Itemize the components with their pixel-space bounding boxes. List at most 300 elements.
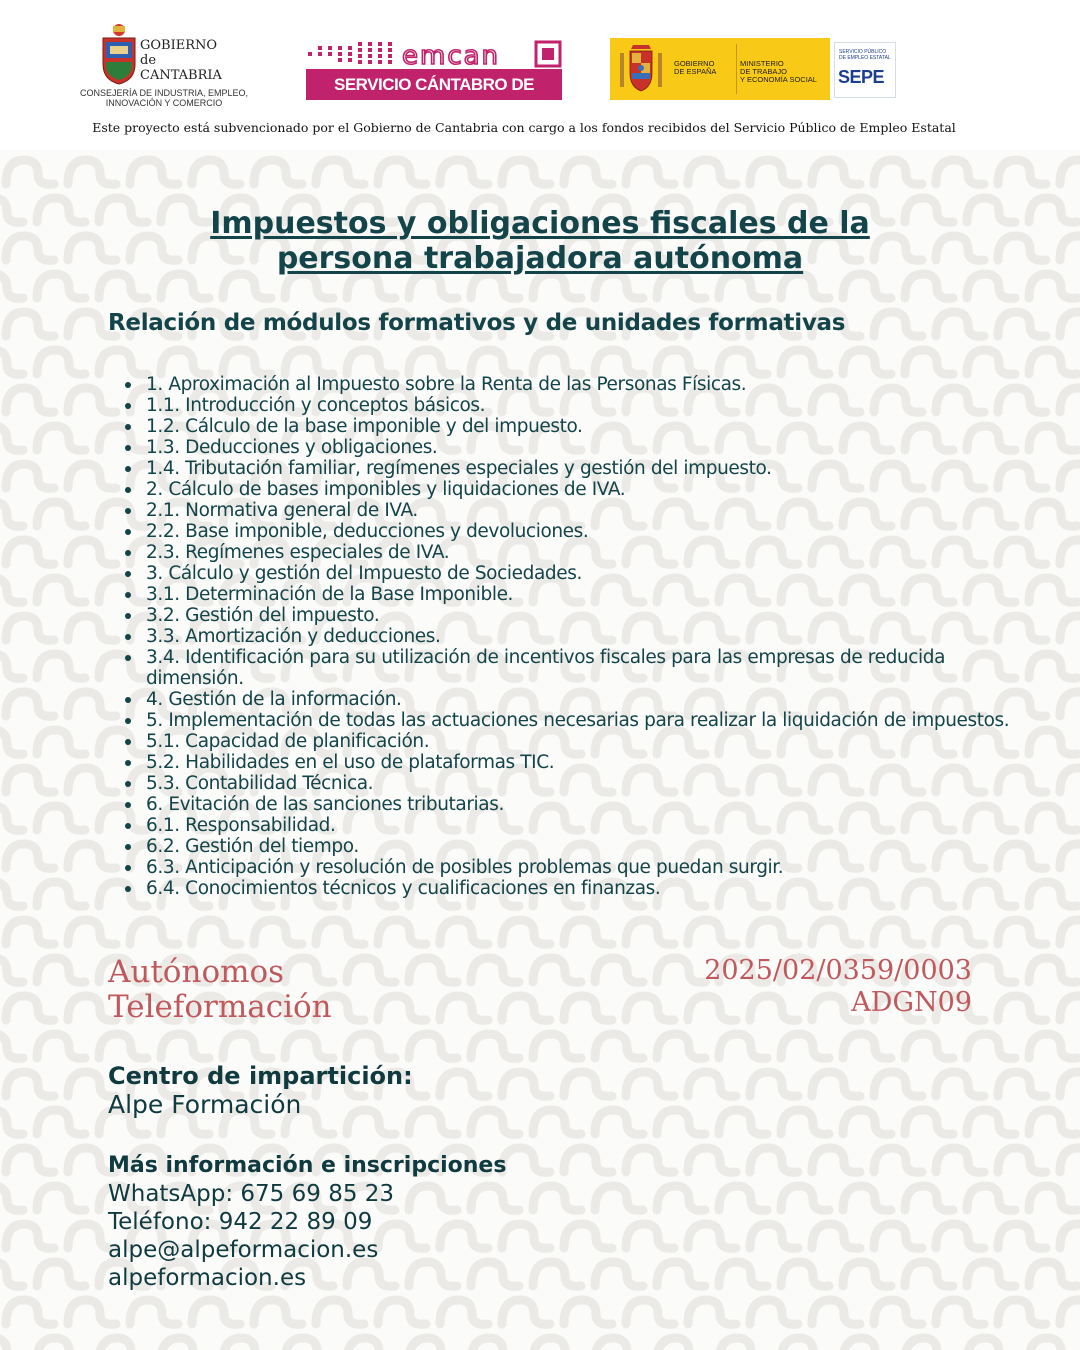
pattern-wave	[533, 1338, 581, 1350]
pattern-wave	[1060, 996, 1080, 1020]
pattern-wave	[502, 160, 550, 184]
pattern-wave	[6, 464, 54, 488]
pattern-wave	[1029, 1262, 1077, 1286]
module-item: 1.4. Tributación familiar, regímenes especiales y gestión del impuesto.	[146, 458, 1026, 479]
pattern-wave	[37, 958, 85, 982]
pattern-wave	[6, 1224, 54, 1248]
pattern-wave	[37, 1338, 85, 1350]
pattern-wave	[6, 312, 54, 336]
pattern-wave	[130, 1300, 178, 1324]
pattern-wave	[347, 350, 395, 374]
pattern-wave	[1060, 1072, 1080, 1096]
pattern-wave	[99, 1338, 147, 1350]
pattern-wave	[719, 1262, 767, 1286]
ministerio-text	[740, 60, 828, 84]
pattern-wave	[967, 1034, 1015, 1058]
cantabria-name-line: de	[140, 53, 157, 68]
pattern-wave	[68, 920, 116, 944]
pattern-wave	[223, 1338, 271, 1350]
module-item: 5.3. Contabilidad Técnica.	[146, 773, 1026, 794]
pattern-wave	[1029, 654, 1077, 678]
pattern-wave	[595, 1034, 643, 1058]
pattern-wave	[812, 160, 860, 184]
module-item: 2. Cálculo de bases imponibles y liquidaciones de IVA.	[146, 479, 1026, 500]
pattern-wave	[68, 236, 116, 260]
module-item: 1.2. Cálculo de la base imponible y del impuesto.	[146, 416, 1026, 437]
pattern-wave	[6, 768, 54, 792]
pattern-wave	[440, 920, 488, 944]
pattern-wave	[626, 1300, 674, 1324]
cantabria-department	[68, 88, 260, 108]
pattern-wave	[6, 844, 54, 868]
pattern-wave	[843, 1186, 891, 1210]
pattern-wave	[781, 1034, 829, 1058]
pattern-wave	[1060, 616, 1080, 640]
pattern-wave	[657, 1034, 705, 1058]
course-code-block	[600, 955, 972, 1019]
pattern-wave	[378, 1300, 426, 1324]
pattern-wave	[998, 1148, 1046, 1172]
cantabria-name-line: GOBIERNO	[140, 38, 218, 53]
pattern-wave	[750, 1224, 798, 1248]
cantabria-name-line: CANTABRIA	[140, 68, 222, 83]
cantabria-logo	[68, 20, 260, 112]
module-item: 1.1. Introducción y conceptos básicos.	[146, 395, 1026, 416]
gobierno-line: DE ESPAÑA	[674, 67, 717, 76]
sepe-logo	[834, 42, 896, 98]
pattern-wave	[595, 1338, 643, 1350]
pattern-wave	[564, 1072, 612, 1096]
pattern-wave	[0, 1186, 23, 1210]
pattern-wave	[533, 958, 581, 982]
pattern-wave	[0, 806, 23, 830]
pattern-wave	[316, 1300, 364, 1324]
gobierno-espana-text	[674, 60, 734, 76]
pattern-wave	[192, 160, 240, 184]
pattern-wave	[99, 1034, 147, 1058]
pattern-wave	[533, 274, 581, 298]
pattern-wave	[1029, 502, 1077, 526]
pattern-wave	[37, 654, 85, 678]
pattern-wave	[0, 274, 23, 298]
pattern-wave	[843, 350, 891, 374]
pattern-wave	[130, 920, 178, 944]
pattern-wave	[998, 236, 1046, 260]
spain-coat-of-arms-icon	[618, 43, 664, 95]
pattern-wave	[533, 350, 581, 374]
module-item: 6.3. Anticipación y resolución de posibles problemas que puedan surgir.	[146, 857, 1026, 878]
pattern-wave	[626, 1072, 674, 1096]
pattern-wave	[533, 1034, 581, 1058]
pattern-wave	[285, 1338, 333, 1350]
course-modality: Teleformación	[108, 989, 332, 1025]
pattern-wave	[316, 160, 364, 184]
sepe-full-name	[839, 49, 893, 61]
emcan-service-name: SERVICIO CÁNTABRO DE EMPLEO	[306, 69, 562, 100]
pattern-wave	[657, 350, 705, 374]
pattern-wave	[471, 1110, 519, 1134]
pattern-wave	[0, 1262, 23, 1286]
pattern-wave	[378, 160, 426, 184]
pattern-wave	[1029, 578, 1077, 602]
pattern-wave	[0, 1338, 23, 1350]
module-item: 5.1. Capacidad de planificación.	[146, 731, 1026, 752]
pattern-wave	[37, 1034, 85, 1058]
pattern-wave	[161, 350, 209, 374]
pattern-wave	[626, 160, 674, 184]
pattern-wave	[905, 350, 953, 374]
pattern-wave	[750, 1148, 798, 1172]
emcan-wordmark-icon	[306, 40, 562, 68]
centre-label: Centro de impartición:	[108, 1062, 413, 1090]
pattern-wave	[657, 1110, 705, 1134]
pattern-wave	[0, 426, 23, 450]
pattern-wave	[1060, 312, 1080, 336]
pattern-wave	[905, 1034, 953, 1058]
pattern-wave	[905, 1110, 953, 1134]
pattern-wave	[688, 1072, 736, 1096]
module-item: 3. Cálculo y gestión del Impuesto de Sociedades.	[146, 563, 1026, 584]
pattern-wave	[1029, 730, 1077, 754]
pattern-wave	[812, 1224, 860, 1248]
pattern-wave	[781, 350, 829, 374]
pattern-wave	[998, 1224, 1046, 1248]
pattern-wave	[998, 1072, 1046, 1096]
emcan-wordmark: emcan	[402, 41, 501, 68]
ministerio-line: MINISTERIO	[740, 59, 784, 68]
department-line: CONSEJERÍA DE INDUSTRIA, EMPLEO,	[79, 88, 249, 98]
pattern-wave	[37, 1110, 85, 1134]
cantabria-name	[140, 38, 250, 83]
pattern-wave	[781, 1262, 829, 1286]
pattern-wave	[533, 1110, 581, 1134]
pattern-wave	[6, 1072, 54, 1096]
pattern-wave	[68, 160, 116, 184]
pattern-wave	[223, 274, 271, 298]
course-audience: Autónomos	[108, 954, 285, 990]
gobierno-line: GOBIERNO	[674, 59, 715, 68]
pattern-wave	[285, 350, 333, 374]
pattern-wave	[409, 274, 457, 298]
pattern-wave	[347, 1338, 395, 1350]
pattern-wave	[564, 160, 612, 184]
pattern-wave	[936, 920, 984, 944]
pattern-wave	[6, 388, 54, 412]
pattern-wave	[626, 920, 674, 944]
pattern-wave	[1029, 198, 1077, 222]
pattern-wave	[874, 160, 922, 184]
centre-name: Alpe Formación	[108, 1090, 302, 1119]
pattern-wave	[1060, 844, 1080, 868]
pattern-wave	[6, 1300, 54, 1324]
pattern-wave	[6, 996, 54, 1020]
pattern-wave	[37, 426, 85, 450]
pattern-wave	[719, 1110, 767, 1134]
pattern-wave	[998, 1300, 1046, 1324]
pattern-wave	[6, 1148, 54, 1172]
pattern-wave	[1029, 426, 1077, 450]
email-link[interactable]: alpe@alpeformacion.es	[108, 1237, 379, 1263]
module-item: 1.3. Deducciones y obligaciones.	[146, 437, 1026, 458]
pattern-wave	[843, 1338, 891, 1350]
course-title	[130, 206, 950, 276]
module-item: 5.2. Habilidades en el uso de plataformas TIC.	[146, 752, 1026, 773]
pattern-wave	[719, 1034, 767, 1058]
pattern-wave	[564, 920, 612, 944]
module-item: 6.2. Gestión del tiempo.	[146, 836, 1026, 857]
pattern-wave	[409, 1338, 457, 1350]
pattern-wave	[99, 274, 147, 298]
pattern-wave	[874, 1224, 922, 1248]
pattern-wave	[37, 578, 85, 602]
header-logos	[0, 0, 1080, 150]
pattern-wave	[37, 350, 85, 374]
pattern-wave	[781, 1186, 829, 1210]
pattern-wave	[750, 920, 798, 944]
pattern-wave	[564, 1300, 612, 1324]
pattern-wave	[6, 616, 54, 640]
pattern-wave	[595, 274, 643, 298]
pattern-wave	[936, 1224, 984, 1248]
pattern-wave	[285, 274, 333, 298]
pattern-wave	[37, 198, 85, 222]
pattern-wave	[688, 1148, 736, 1172]
pattern-wave	[967, 350, 1015, 374]
pattern-wave	[471, 350, 519, 374]
ministerio-line: DE TRABAJO	[740, 67, 787, 76]
pattern-wave	[440, 1300, 488, 1324]
pattern-wave	[37, 806, 85, 830]
pattern-wave	[223, 1034, 271, 1058]
pattern-wave	[0, 1034, 23, 1058]
pattern-wave	[874, 1072, 922, 1096]
pattern-wave	[409, 1034, 457, 1058]
pattern-wave	[750, 1072, 798, 1096]
pattern-wave	[595, 1110, 643, 1134]
pattern-wave	[502, 920, 550, 944]
pattern-wave	[37, 1186, 85, 1210]
pattern-wave	[688, 920, 736, 944]
pattern-wave	[6, 236, 54, 260]
department-line: INNOVACIÓN Y COMERCIO	[105, 98, 223, 108]
phone-number[interactable]: Teléfono: 942 22 89 09	[108, 1209, 373, 1235]
pattern-wave	[1029, 1110, 1077, 1134]
pattern-wave	[874, 1148, 922, 1172]
pattern-wave	[905, 1186, 953, 1210]
pattern-wave	[161, 274, 209, 298]
pattern-wave	[874, 1300, 922, 1324]
pattern-wave	[0, 198, 23, 222]
pattern-wave	[285, 1034, 333, 1058]
pattern-wave	[347, 1110, 395, 1134]
pattern-wave	[1060, 1224, 1080, 1248]
pattern-wave	[1029, 806, 1077, 830]
contact-details	[108, 1180, 708, 1292]
course-specialty-code: ADGN09	[851, 987, 972, 1018]
pattern-wave	[502, 1148, 550, 1172]
pattern-wave	[812, 1300, 860, 1324]
course-title-line: Impuestos y obligaciones fiscales de la	[210, 206, 870, 241]
pattern-wave	[1060, 160, 1080, 184]
pattern-wave	[192, 1300, 240, 1324]
modules-list	[108, 374, 1026, 899]
pattern-wave	[440, 160, 488, 184]
pattern-wave	[626, 1148, 674, 1172]
website-link[interactable]: alpeformacion.es	[108, 1265, 307, 1291]
pattern-wave	[843, 1262, 891, 1286]
pattern-wave	[998, 160, 1046, 184]
module-item: 1. Aproximación al Impuesto sobre la Renta de las Personas Físicas.	[146, 374, 1026, 395]
pattern-wave	[1029, 1338, 1077, 1350]
sepe-name-line: SERVICIO PÚBLICO	[839, 49, 887, 55]
emcan-logo	[306, 40, 562, 125]
pattern-wave	[967, 1338, 1015, 1350]
pattern-wave	[130, 160, 178, 184]
pattern-wave	[37, 1262, 85, 1286]
pattern-wave	[37, 882, 85, 906]
pattern-wave	[781, 1110, 829, 1134]
module-item: 6. Evitación de las sanciones tributarias.	[146, 794, 1026, 815]
pattern-wave	[936, 1072, 984, 1096]
pattern-wave	[781, 1338, 829, 1350]
pattern-wave	[0, 578, 23, 602]
ministerio-logo	[610, 38, 830, 100]
pattern-wave	[37, 502, 85, 526]
contact-heading: Más información e inscripciones	[108, 1153, 507, 1178]
pattern-wave	[316, 920, 364, 944]
pattern-wave	[6, 920, 54, 944]
pattern-wave	[688, 160, 736, 184]
module-item: 4. Gestión de la información.	[146, 689, 1026, 710]
pattern-wave	[223, 350, 271, 374]
pattern-wave	[1029, 1034, 1077, 1058]
pattern-wave	[750, 1300, 798, 1324]
course-audience-block	[108, 955, 508, 1025]
pattern-wave	[905, 1262, 953, 1286]
pattern-wave	[781, 274, 829, 298]
pattern-wave	[998, 920, 1046, 944]
pattern-wave	[440, 1072, 488, 1096]
module-item: 2.1. Normativa general de IVA.	[146, 500, 1026, 521]
pattern-wave	[564, 1148, 612, 1172]
course-title-line: persona trabajadora autónoma	[276, 241, 804, 276]
pattern-wave	[1029, 882, 1077, 906]
pattern-wave	[812, 1072, 860, 1096]
pattern-wave	[99, 350, 147, 374]
pattern-wave	[1060, 388, 1080, 412]
pattern-wave	[812, 920, 860, 944]
pattern-wave	[37, 730, 85, 754]
pattern-wave	[998, 996, 1046, 1020]
pattern-wave	[0, 654, 23, 678]
pattern-wave	[967, 958, 1015, 982]
pattern-wave	[502, 1072, 550, 1096]
pattern-wave	[409, 350, 457, 374]
pattern-wave	[1029, 1186, 1077, 1210]
cantabria-shield-icon	[100, 22, 138, 86]
pattern-wave	[967, 1110, 1015, 1134]
pattern-wave	[1060, 236, 1080, 260]
pattern-wave	[1060, 1148, 1080, 1172]
course-code: 2025/02/0359/0003	[704, 955, 972, 986]
pattern-wave	[37, 274, 85, 298]
pattern-wave	[750, 160, 798, 184]
pattern-wave	[967, 198, 1015, 222]
pattern-wave	[595, 350, 643, 374]
pattern-wave	[471, 274, 519, 298]
pattern-wave	[254, 1300, 302, 1324]
whatsapp-number[interactable]: WhatsApp: 675 69 85 23	[108, 1181, 395, 1207]
pattern-wave	[967, 274, 1015, 298]
pattern-wave	[1060, 692, 1080, 716]
pattern-wave	[657, 274, 705, 298]
pattern-wave	[967, 1186, 1015, 1210]
pattern-wave	[719, 274, 767, 298]
pattern-wave	[688, 1300, 736, 1324]
pattern-wave	[409, 1110, 457, 1134]
pattern-wave	[719, 1186, 767, 1210]
pattern-wave	[0, 1110, 23, 1134]
pattern-wave	[6, 692, 54, 716]
pattern-wave	[192, 920, 240, 944]
pattern-wave	[905, 274, 953, 298]
pattern-wave	[161, 1338, 209, 1350]
module-item: 6.4. Conocimientos técnicos y cualificaciones en finanzas.	[146, 878, 1026, 899]
modules-heading: Relación de módulos formativos y de unidades formativas	[108, 310, 846, 336]
pattern-wave	[254, 920, 302, 944]
pattern-wave	[6, 540, 54, 564]
pattern-wave	[812, 1148, 860, 1172]
pattern-wave	[936, 1148, 984, 1172]
pattern-wave	[471, 1338, 519, 1350]
funding-note: Este proyecto está subvencionado por el Gobierno de Cantabria con cargo a los fondos recibidos del Servicio Público de Empleo Estatal	[92, 120, 956, 135]
pattern-wave	[502, 1300, 550, 1324]
pattern-wave	[502, 996, 550, 1020]
pattern-wave	[657, 1338, 705, 1350]
pattern-wave	[0, 882, 23, 906]
pattern-wave	[1060, 1300, 1080, 1324]
pattern-wave	[719, 1338, 767, 1350]
pattern-wave	[967, 1262, 1015, 1286]
pattern-wave	[6, 160, 54, 184]
pattern-wave	[1060, 464, 1080, 488]
pattern-wave	[1060, 920, 1080, 944]
module-item: 2.3. Regímenes especiales de IVA.	[146, 542, 1026, 563]
module-item: 3.3. Amortización y deducciones.	[146, 626, 1026, 647]
pattern-wave	[0, 958, 23, 982]
pattern-wave	[471, 1034, 519, 1058]
pattern-wave	[254, 160, 302, 184]
pattern-wave	[347, 274, 395, 298]
module-item: 3.1. Determinación de la Base Imponible.	[146, 584, 1026, 605]
pattern-wave	[843, 274, 891, 298]
sepe-name-line: DE EMPLEO ESTATAL	[839, 55, 891, 61]
pattern-wave	[1029, 350, 1077, 374]
pattern-wave	[1029, 274, 1077, 298]
pattern-wave	[378, 920, 426, 944]
pattern-wave	[936, 160, 984, 184]
pattern-wave	[936, 1300, 984, 1324]
ministerio-divider	[736, 44, 737, 94]
module-item: 3.4. Identificación para su utilización de incentivos fiscales para las empresas de reducida dimensión.	[146, 647, 1026, 689]
pattern-wave	[161, 1034, 209, 1058]
pattern-wave	[719, 350, 767, 374]
pattern-wave	[68, 1300, 116, 1324]
sepe-acronym: SEPE	[838, 67, 885, 87]
pattern-wave	[874, 920, 922, 944]
pattern-wave	[843, 1110, 891, 1134]
module-item: 2.2. Base imponible, deducciones y devoluciones.	[146, 521, 1026, 542]
